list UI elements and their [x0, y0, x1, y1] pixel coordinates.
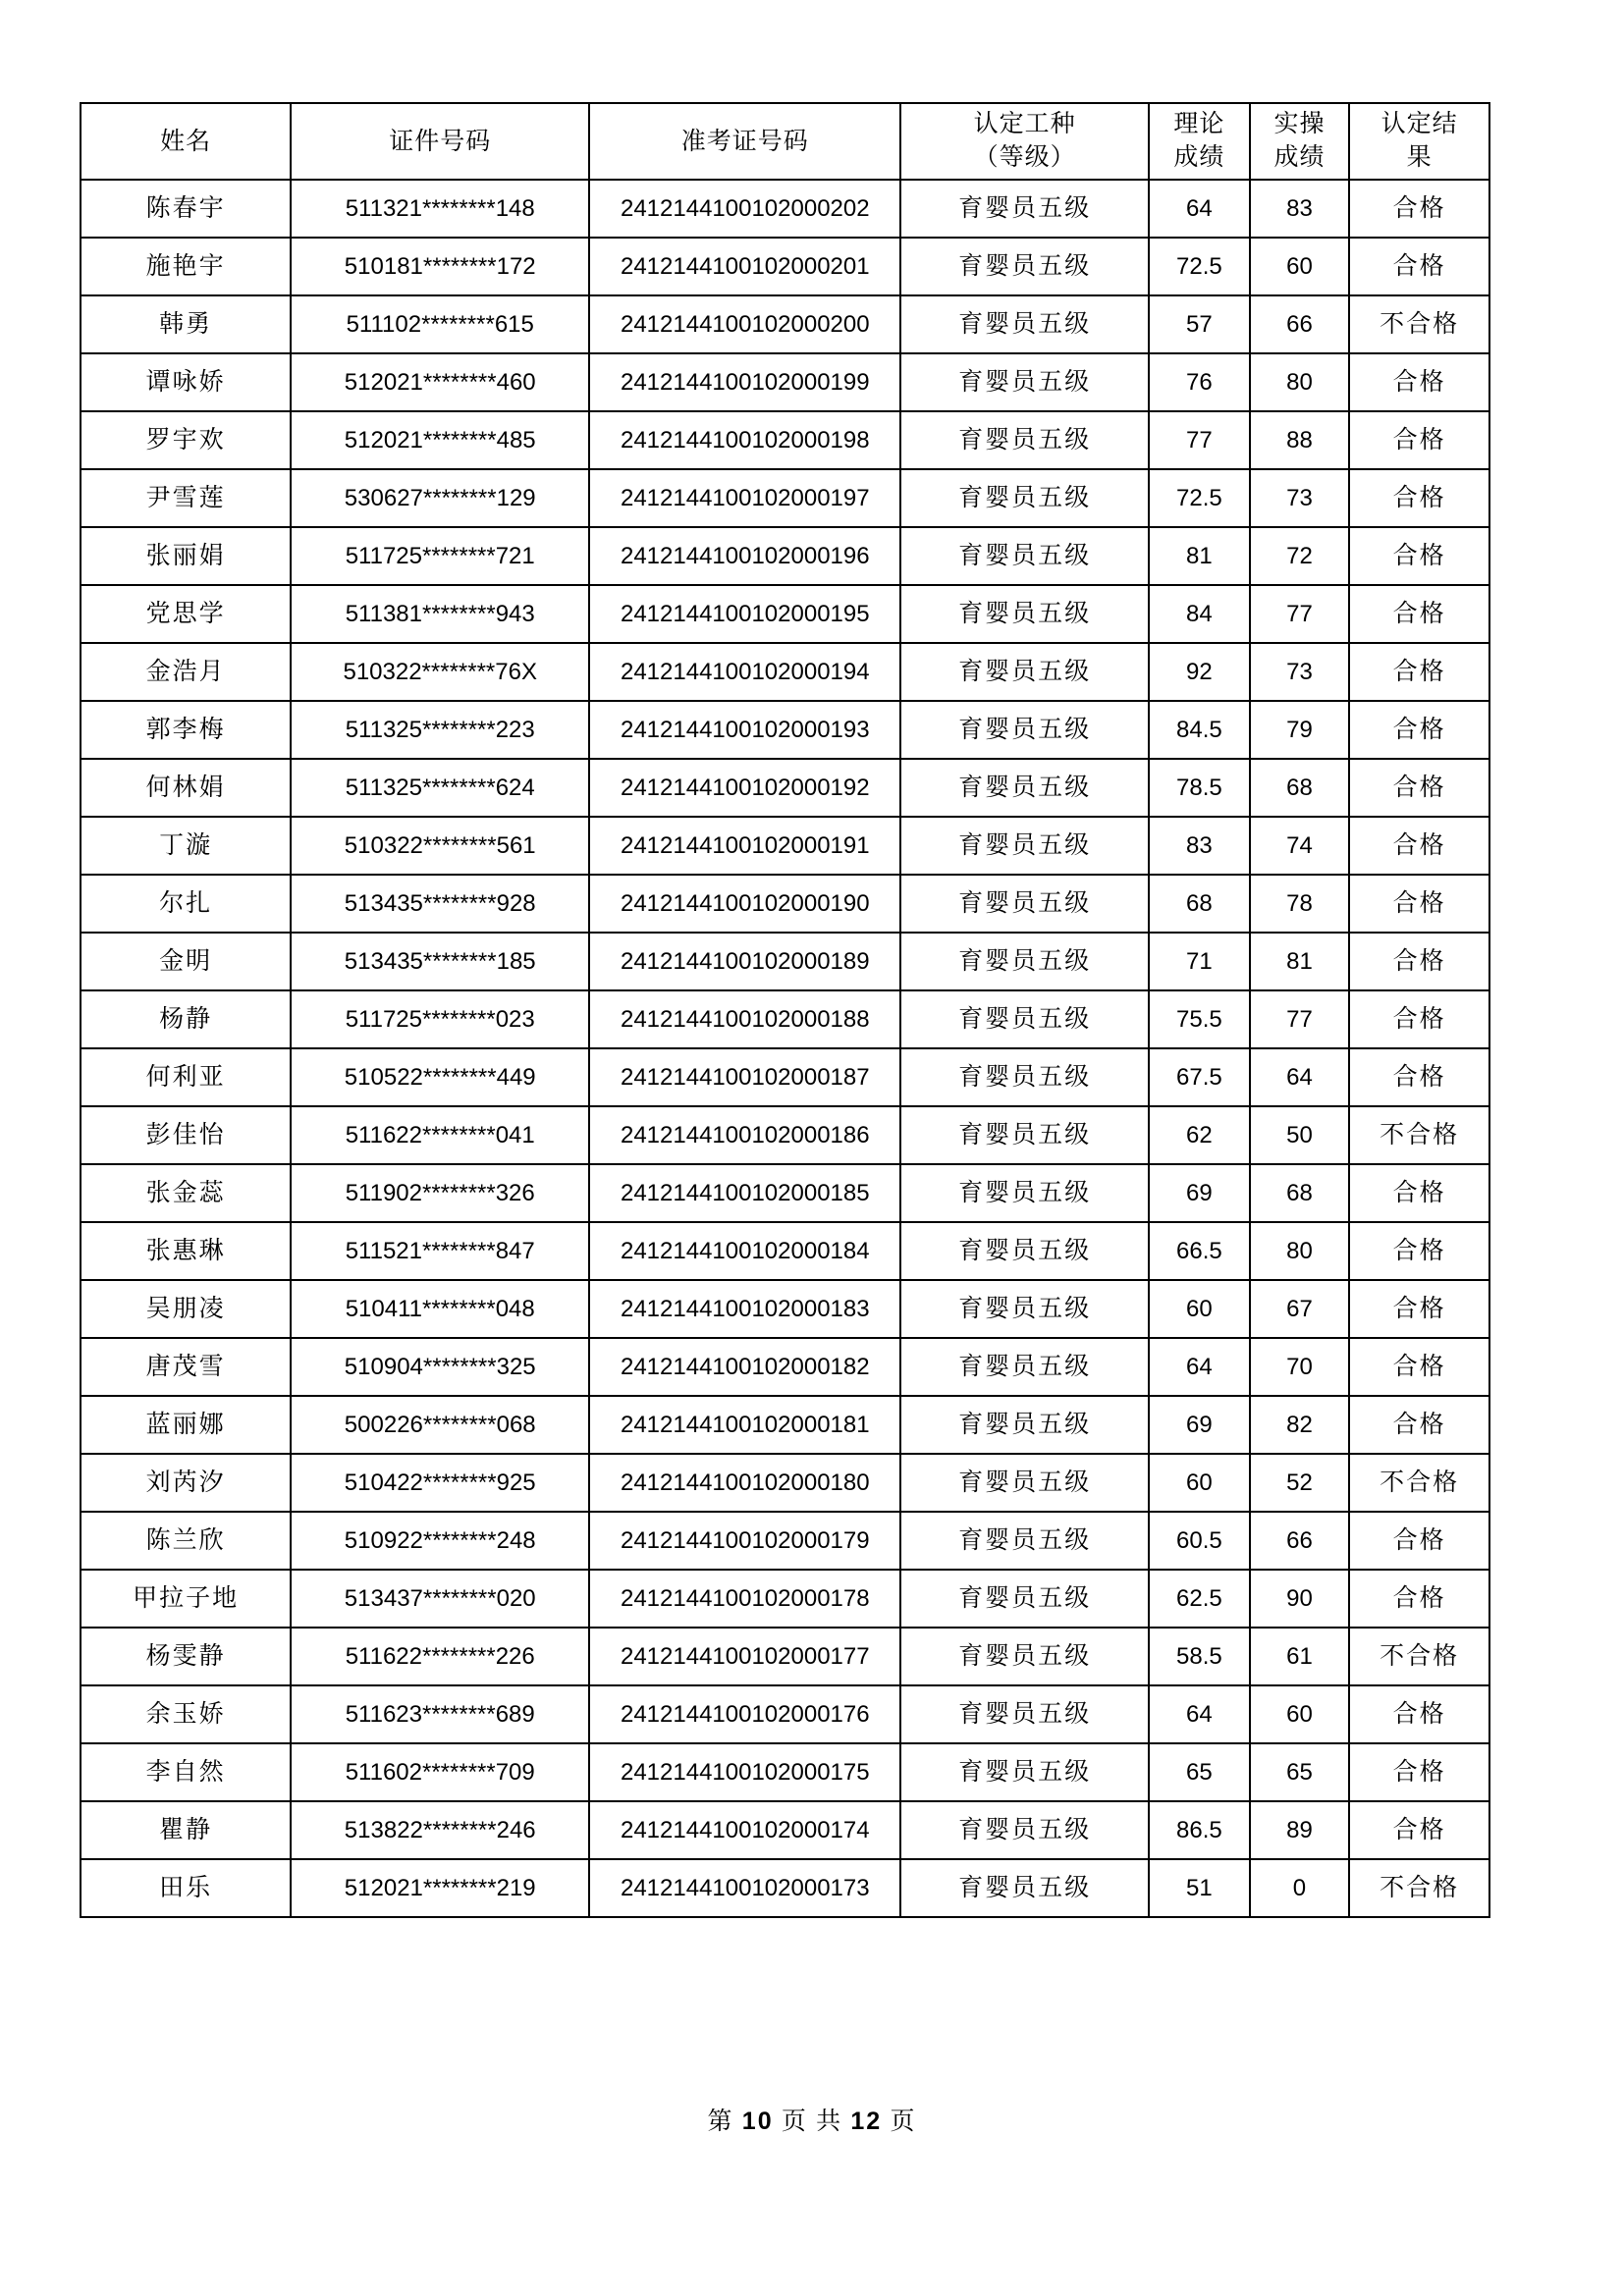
cell-id-number: 511622********041	[291, 1106, 589, 1164]
cell-result: 合格	[1349, 353, 1489, 411]
cell-name: 何林娟	[81, 759, 291, 817]
cell-exam-number: 2412144100102000179	[589, 1512, 900, 1570]
cell-exam-number: 2412144100102000198	[589, 411, 900, 469]
cell-theory-score: 81	[1149, 527, 1250, 585]
cell-practical-score: 52	[1250, 1454, 1349, 1512]
table-row	[81, 238, 1489, 295]
column-header-theory-score	[1149, 103, 1250, 180]
cell-id-number: 511325********624	[291, 759, 589, 817]
cell-practical-score: 74	[1250, 817, 1349, 875]
cell-exam-number: 2412144100102000197	[589, 469, 900, 527]
cell-exam-number: 2412144100102000184	[589, 1222, 900, 1280]
cell-result: 合格	[1349, 1396, 1489, 1454]
cell-name: 郭李梅	[81, 701, 291, 759]
cell-id-number: 510922********248	[291, 1512, 589, 1570]
cell-result: 合格	[1349, 469, 1489, 527]
cell-id-number: 511102********615	[291, 295, 589, 353]
table-row	[81, 1338, 1489, 1396]
cell-job-type: 育婴员五级	[900, 933, 1149, 990]
cell-job-type: 育婴员五级	[900, 1570, 1149, 1628]
cell-exam-number: 2412144100102000202	[589, 180, 900, 238]
cell-id-number: 510322********561	[291, 817, 589, 875]
footer-suffix: 页	[890, 2109, 917, 2135]
cell-job-type: 育婴员五级	[900, 1801, 1149, 1859]
cell-exam-number: 2412144100102000201	[589, 238, 900, 295]
cell-id-number: 513435********928	[291, 875, 589, 933]
table-row	[81, 933, 1489, 990]
cell-theory-score: 64	[1149, 1685, 1250, 1743]
cell-id-number: 511325********223	[291, 701, 589, 759]
cell-practical-score: 70	[1250, 1338, 1349, 1396]
cell-practical-score: 0	[1250, 1859, 1349, 1917]
cell-name: 蓝丽娜	[81, 1396, 291, 1454]
cell-practical-score: 81	[1250, 933, 1349, 990]
cell-name: 金明	[81, 933, 291, 990]
cell-exam-number: 2412144100102000196	[589, 527, 900, 585]
column-header-practical-line2: 成绩	[1273, 144, 1326, 171]
cell-exam-number: 2412144100102000183	[589, 1280, 900, 1338]
cell-name: 丁漩	[81, 817, 291, 875]
cell-id-number: 512021********219	[291, 1859, 589, 1917]
cell-practical-score: 68	[1250, 759, 1349, 817]
table-row	[81, 411, 1489, 469]
cell-name: 吴朋凌	[81, 1280, 291, 1338]
cell-theory-score: 75.5	[1149, 990, 1250, 1048]
table-row	[81, 1164, 1489, 1222]
cell-practical-score: 60	[1250, 238, 1349, 295]
cell-job-type: 育婴员五级	[900, 180, 1149, 238]
table-row	[81, 1512, 1489, 1570]
cell-id-number: 510904********325	[291, 1338, 589, 1396]
column-header-practical-score	[1250, 103, 1349, 180]
table-row	[81, 527, 1489, 585]
cell-name: 陈兰欣	[81, 1512, 291, 1570]
cell-practical-score: 73	[1250, 643, 1349, 701]
cell-job-type: 育婴员五级	[900, 1396, 1149, 1454]
cell-practical-score: 82	[1250, 1396, 1349, 1454]
cell-practical-score: 61	[1250, 1628, 1349, 1685]
cell-job-type: 育婴员五级	[900, 411, 1149, 469]
cell-theory-score: 71	[1149, 933, 1250, 990]
cell-practical-score: 67	[1250, 1280, 1349, 1338]
cell-result: 合格	[1349, 238, 1489, 295]
cell-result: 合格	[1349, 990, 1489, 1048]
cell-id-number: 511602********709	[291, 1743, 589, 1801]
cell-job-type: 育婴员五级	[900, 1222, 1149, 1280]
cell-job-type: 育婴员五级	[900, 353, 1149, 411]
cell-practical-score: 60	[1250, 1685, 1349, 1743]
cell-exam-number: 2412144100102000185	[589, 1164, 900, 1222]
cell-theory-score: 62	[1149, 1106, 1250, 1164]
table-row	[81, 1280, 1489, 1338]
column-header-result	[1349, 103, 1489, 180]
cell-exam-number: 2412144100102000192	[589, 759, 900, 817]
cell-theory-score: 68	[1149, 875, 1250, 933]
cell-practical-score: 66	[1250, 295, 1349, 353]
cell-id-number: 513437********020	[291, 1570, 589, 1628]
cell-theory-score: 60	[1149, 1280, 1250, 1338]
cell-name: 尔扎	[81, 875, 291, 933]
cell-id-number: 510422********925	[291, 1454, 589, 1512]
table-row	[81, 1396, 1489, 1454]
cell-job-type: 育婴员五级	[900, 1106, 1149, 1164]
cell-theory-score: 69	[1149, 1164, 1250, 1222]
cell-id-number: 510322********76X	[291, 643, 589, 701]
cell-result: 不合格	[1349, 1628, 1489, 1685]
cell-id-number: 512021********485	[291, 411, 589, 469]
cell-id-number: 511321********148	[291, 180, 589, 238]
cell-id-number: 513822********246	[291, 1801, 589, 1859]
page-footer	[0, 2102, 1624, 2137]
cell-exam-number: 2412144100102000178	[589, 1570, 900, 1628]
cell-job-type: 育婴员五级	[900, 1685, 1149, 1743]
cell-result: 合格	[1349, 1743, 1489, 1801]
cell-result: 合格	[1349, 933, 1489, 990]
table-header	[81, 103, 1489, 180]
cell-theory-score: 76	[1149, 353, 1250, 411]
cell-theory-score: 60.5	[1149, 1512, 1250, 1570]
table-row	[81, 1685, 1489, 1743]
cell-theory-score: 83	[1149, 817, 1250, 875]
column-header-name: 姓名	[81, 103, 291, 180]
cell-result: 合格	[1349, 585, 1489, 643]
cell-practical-score: 88	[1250, 411, 1349, 469]
cell-id-number: 511521********847	[291, 1222, 589, 1280]
cell-job-type: 育婴员五级	[900, 295, 1149, 353]
column-header-theory-line1: 理论	[1173, 111, 1225, 137]
cell-theory-score: 64	[1149, 180, 1250, 238]
cell-theory-score: 69	[1149, 1396, 1250, 1454]
cell-exam-number: 2412144100102000186	[589, 1106, 900, 1164]
cell-result: 合格	[1349, 1280, 1489, 1338]
cell-name: 谭咏娇	[81, 353, 291, 411]
cell-theory-score: 66.5	[1149, 1222, 1250, 1280]
cell-theory-score: 86.5	[1149, 1801, 1250, 1859]
cell-exam-number: 2412144100102000191	[589, 817, 900, 875]
cell-exam-number: 2412144100102000180	[589, 1454, 900, 1512]
cell-job-type: 育婴员五级	[900, 238, 1149, 295]
table-header-row	[81, 103, 1489, 180]
table-row	[81, 1570, 1489, 1628]
table-row	[81, 1048, 1489, 1106]
column-header-job-type	[900, 103, 1149, 180]
table-row	[81, 353, 1489, 411]
table-row	[81, 875, 1489, 933]
cell-practical-score: 90	[1250, 1570, 1349, 1628]
table-row	[81, 469, 1489, 527]
cell-exam-number: 2412144100102000173	[589, 1859, 900, 1917]
cell-result: 不合格	[1349, 1106, 1489, 1164]
cell-exam-number: 2412144100102000190	[589, 875, 900, 933]
cell-id-number: 513435********185	[291, 933, 589, 990]
cell-name: 张金蕊	[81, 1164, 291, 1222]
cell-exam-number: 2412144100102000174	[589, 1801, 900, 1859]
cell-exam-number: 2412144100102000176	[589, 1685, 900, 1743]
cell-job-type: 育婴员五级	[900, 1743, 1149, 1801]
cell-name: 瞿静	[81, 1801, 291, 1859]
table-row	[81, 1222, 1489, 1280]
cell-result: 合格	[1349, 1222, 1489, 1280]
cell-job-type: 育婴员五级	[900, 1628, 1149, 1685]
cell-name: 田乐	[81, 1859, 291, 1917]
cell-result: 合格	[1349, 1512, 1489, 1570]
cell-practical-score: 68	[1250, 1164, 1349, 1222]
cell-practical-score: 72	[1250, 527, 1349, 585]
cell-job-type: 育婴员五级	[900, 1048, 1149, 1106]
cell-name: 杨静	[81, 990, 291, 1048]
cell-name: 韩勇	[81, 295, 291, 353]
cell-practical-score: 78	[1250, 875, 1349, 933]
cell-job-type: 育婴员五级	[900, 875, 1149, 933]
cell-job-type: 育婴员五级	[900, 990, 1149, 1048]
cell-name: 金浩月	[81, 643, 291, 701]
column-header-id-number: 证件号码	[291, 103, 589, 180]
table-row	[81, 701, 1489, 759]
cell-theory-score: 84.5	[1149, 701, 1250, 759]
cell-exam-number: 2412144100102000200	[589, 295, 900, 353]
table-row	[81, 1859, 1489, 1917]
cell-theory-score: 65	[1149, 1743, 1250, 1801]
cell-job-type: 育婴员五级	[900, 759, 1149, 817]
cell-result: 合格	[1349, 527, 1489, 585]
table-row	[81, 1743, 1489, 1801]
cell-name: 陈春宇	[81, 180, 291, 238]
certification-results-table	[80, 102, 1490, 1918]
cell-practical-score: 80	[1250, 1222, 1349, 1280]
cell-id-number: 511622********226	[291, 1628, 589, 1685]
cell-job-type: 育婴员五级	[900, 585, 1149, 643]
cell-name: 甲拉子地	[81, 1570, 291, 1628]
cell-exam-number: 2412144100102000194	[589, 643, 900, 701]
cell-practical-score: 83	[1250, 180, 1349, 238]
cell-result: 合格	[1349, 1338, 1489, 1396]
table-row	[81, 1801, 1489, 1859]
cell-theory-score: 60	[1149, 1454, 1250, 1512]
footer-current-page: 10	[741, 2108, 774, 2135]
cell-theory-score: 57	[1149, 295, 1250, 353]
cell-exam-number: 2412144100102000189	[589, 933, 900, 990]
cell-exam-number: 2412144100102000187	[589, 1048, 900, 1106]
cell-result: 合格	[1349, 180, 1489, 238]
cell-id-number: 510522********449	[291, 1048, 589, 1106]
cell-id-number: 511623********689	[291, 1685, 589, 1743]
cell-id-number: 530627********129	[291, 469, 589, 527]
cell-job-type: 育婴员五级	[900, 1512, 1149, 1570]
table-row	[81, 759, 1489, 817]
cell-exam-number: 2412144100102000199	[589, 353, 900, 411]
cell-id-number: 511725********721	[291, 527, 589, 585]
cell-exam-number: 2412144100102000182	[589, 1338, 900, 1396]
cell-name: 施艳宇	[81, 238, 291, 295]
cell-id-number: 511902********326	[291, 1164, 589, 1222]
cell-name: 张惠琳	[81, 1222, 291, 1280]
cell-name: 尹雪莲	[81, 469, 291, 527]
cell-job-type: 育婴员五级	[900, 1164, 1149, 1222]
cell-name: 唐茂雪	[81, 1338, 291, 1396]
results-table-container	[80, 102, 1490, 1918]
cell-name: 罗宇欢	[81, 411, 291, 469]
cell-id-number: 511381********943	[291, 585, 589, 643]
cell-exam-number: 2412144100102000193	[589, 701, 900, 759]
cell-name: 余玉娇	[81, 1685, 291, 1743]
cell-theory-score: 72.5	[1149, 238, 1250, 295]
cell-job-type: 育婴员五级	[900, 817, 1149, 875]
table-row	[81, 585, 1489, 643]
cell-result: 合格	[1349, 1685, 1489, 1743]
cell-theory-score: 78.5	[1149, 759, 1250, 817]
cell-result: 合格	[1349, 1164, 1489, 1222]
cell-result: 合格	[1349, 701, 1489, 759]
cell-theory-score: 72.5	[1149, 469, 1250, 527]
cell-result: 合格	[1349, 759, 1489, 817]
cell-id-number: 500226********068	[291, 1396, 589, 1454]
footer-total-pages: 12	[850, 2108, 883, 2135]
cell-name: 何利亚	[81, 1048, 291, 1106]
cell-name: 刘芮汐	[81, 1454, 291, 1512]
cell-result: 合格	[1349, 1570, 1489, 1628]
cell-practical-score: 73	[1250, 469, 1349, 527]
cell-result: 不合格	[1349, 1454, 1489, 1512]
cell-name: 杨雯静	[81, 1628, 291, 1685]
cell-practical-score: 77	[1250, 990, 1349, 1048]
cell-practical-score: 50	[1250, 1106, 1349, 1164]
column-header-job-type-line1: 认定工种	[973, 111, 1076, 137]
cell-job-type: 育婴员五级	[900, 643, 1149, 701]
cell-theory-score: 62.5	[1149, 1570, 1250, 1628]
table-row	[81, 180, 1489, 238]
cell-theory-score: 92	[1149, 643, 1250, 701]
table-row	[81, 817, 1489, 875]
cell-job-type: 育婴员五级	[900, 1859, 1149, 1917]
column-header-result-line2: 果	[1406, 144, 1433, 171]
cell-id-number: 510181********172	[291, 238, 589, 295]
table-row	[81, 295, 1489, 353]
column-header-job-type-line2: （等级）	[973, 144, 1076, 171]
cell-exam-number: 2412144100102000177	[589, 1628, 900, 1685]
cell-name: 张丽娟	[81, 527, 291, 585]
cell-name: 彭佳怡	[81, 1106, 291, 1164]
column-header-practical-line1: 实操	[1273, 111, 1326, 137]
cell-result: 合格	[1349, 643, 1489, 701]
table-row	[81, 1454, 1489, 1512]
cell-name: 李自然	[81, 1743, 291, 1801]
column-header-exam-number: 准考证号码	[589, 103, 900, 180]
cell-result: 合格	[1349, 817, 1489, 875]
cell-theory-score: 58.5	[1149, 1628, 1250, 1685]
column-header-theory-line2: 成绩	[1173, 144, 1225, 171]
cell-id-number: 512021********460	[291, 353, 589, 411]
cell-id-number: 511725********023	[291, 990, 589, 1048]
cell-theory-score: 77	[1149, 411, 1250, 469]
cell-theory-score: 51	[1149, 1859, 1250, 1917]
cell-result: 不合格	[1349, 295, 1489, 353]
table-row	[81, 1628, 1489, 1685]
cell-job-type: 育婴员五级	[900, 701, 1149, 759]
cell-practical-score: 80	[1250, 353, 1349, 411]
cell-job-type: 育婴员五级	[900, 1280, 1149, 1338]
cell-practical-score: 66	[1250, 1512, 1349, 1570]
cell-job-type: 育婴员五级	[900, 469, 1149, 527]
cell-exam-number: 2412144100102000175	[589, 1743, 900, 1801]
table-row	[81, 1106, 1489, 1164]
cell-exam-number: 2412144100102000188	[589, 990, 900, 1048]
table-row	[81, 643, 1489, 701]
table-body	[81, 180, 1489, 1917]
footer-middle: 页 共	[781, 2109, 843, 2135]
cell-practical-score: 65	[1250, 1743, 1349, 1801]
table-row	[81, 990, 1489, 1048]
cell-practical-score: 79	[1250, 701, 1349, 759]
cell-result: 不合格	[1349, 1859, 1489, 1917]
cell-id-number: 510411********048	[291, 1280, 589, 1338]
cell-theory-score: 84	[1149, 585, 1250, 643]
cell-name: 党思学	[81, 585, 291, 643]
cell-exam-number: 2412144100102000181	[589, 1396, 900, 1454]
cell-theory-score: 67.5	[1149, 1048, 1250, 1106]
cell-job-type: 育婴员五级	[900, 1454, 1149, 1512]
cell-job-type: 育婴员五级	[900, 527, 1149, 585]
cell-job-type: 育婴员五级	[900, 1338, 1149, 1396]
cell-practical-score: 77	[1250, 585, 1349, 643]
cell-exam-number: 2412144100102000195	[589, 585, 900, 643]
cell-practical-score: 89	[1250, 1801, 1349, 1859]
cell-result: 合格	[1349, 411, 1489, 469]
cell-theory-score: 64	[1149, 1338, 1250, 1396]
cell-result: 合格	[1349, 875, 1489, 933]
column-header-result-line1: 认定结	[1380, 111, 1458, 137]
cell-practical-score: 64	[1250, 1048, 1349, 1106]
cell-result: 合格	[1349, 1048, 1489, 1106]
cell-result: 合格	[1349, 1801, 1489, 1859]
footer-prefix: 第	[707, 2109, 734, 2135]
